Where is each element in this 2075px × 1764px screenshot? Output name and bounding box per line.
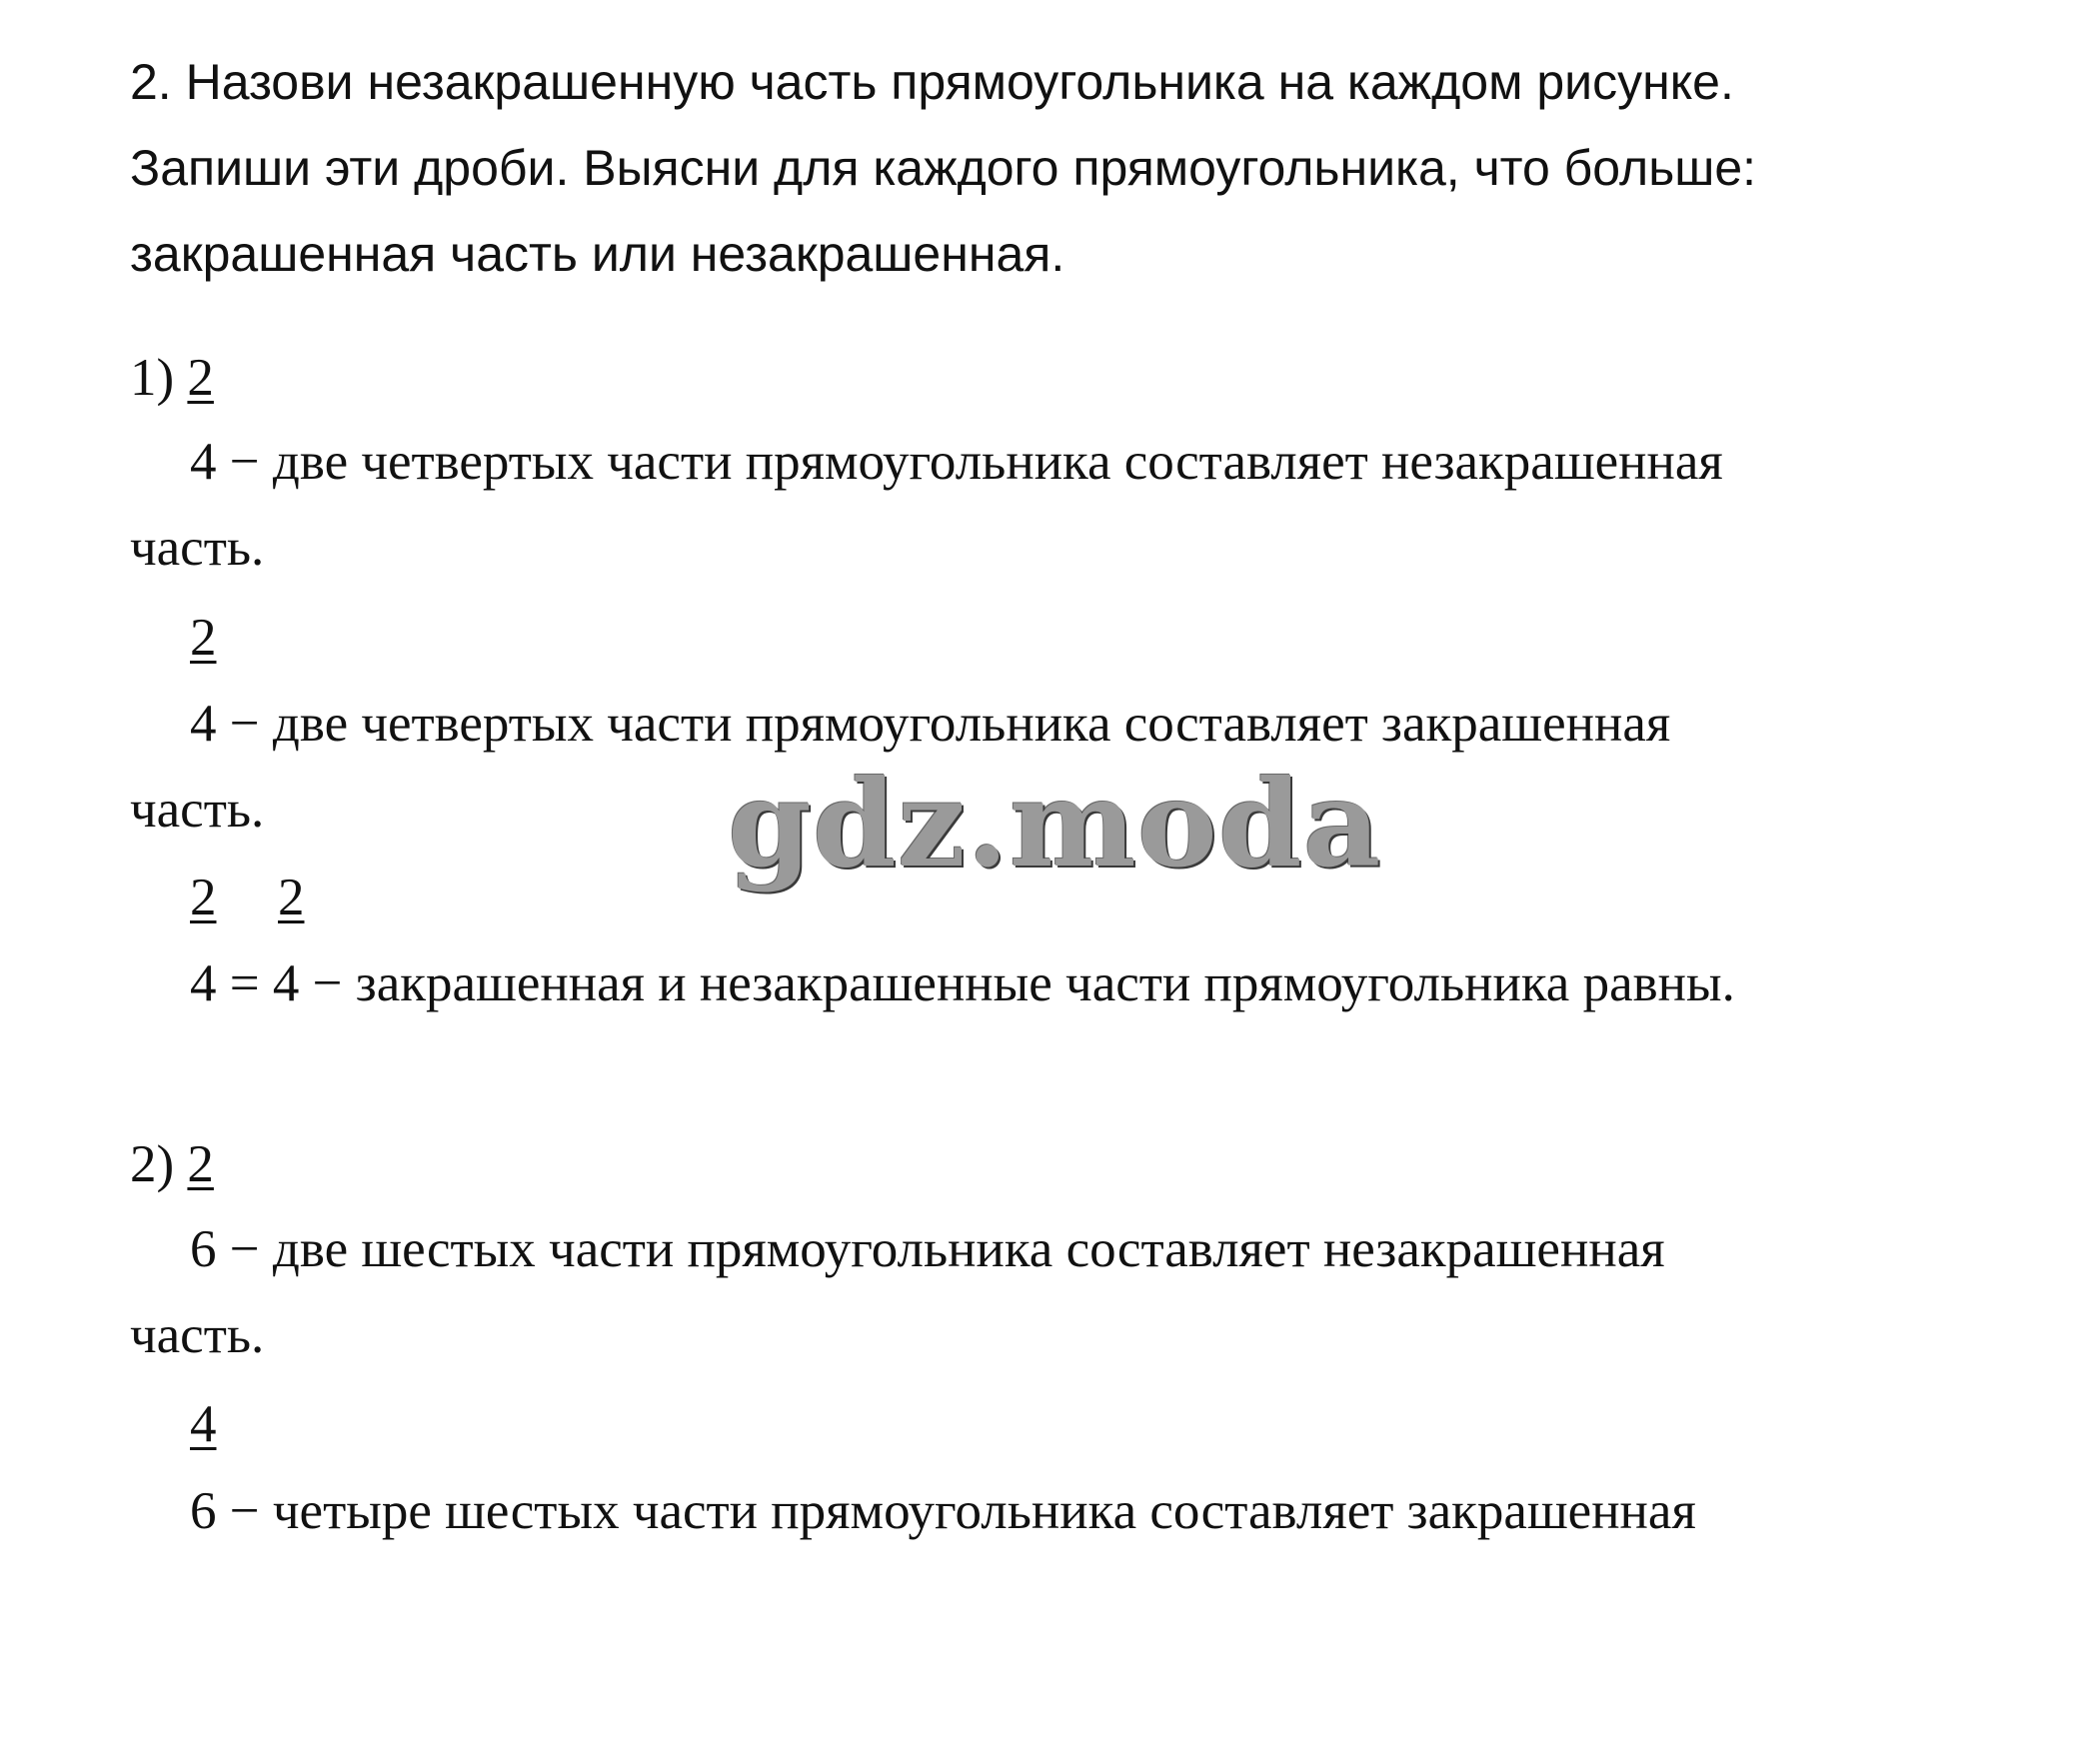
part2-fraction2-numerator: 4 [190, 1395, 217, 1453]
part1-fraction1-continuation: часть. [130, 519, 265, 577]
part1-compare-numerator-1: 2 [190, 869, 217, 926]
task-line-2: Запиши эти дроби. Выясни для каждого прямоугольника, что больше: [130, 140, 1757, 196]
part1-header [130, 348, 214, 408]
watermark-logo: gdz.moda [728, 754, 1382, 894]
part2-label: 2) [130, 1135, 175, 1193]
task-line-1: 2. Назови незакрашенную часть прямоугольника на каждом рисунке. [130, 54, 1734, 110]
part2-fraction2-text: 6 − четыре шестых части прямоугольника составляет закрашенная [190, 1482, 1696, 1540]
part1-compare-numerator-2: 2 [278, 869, 305, 926]
part1-compare-text: 4 = 4 − закрашенная и незакрашенные части прямоугольника равны. [190, 954, 1735, 1012]
part2-header [130, 1134, 214, 1194]
part1-fraction2-text: 4 − две четвертых части прямоугольника составляет закрашенная [190, 695, 1671, 753]
part1-label: 1) [130, 349, 175, 407]
part1-fraction1-numerator: 2 [187, 349, 214, 407]
part1-fraction1-text: 4 − две четвертых части прямоугольника составляет незакрашенная [190, 433, 1723, 491]
task-line-3: закрашенная часть или незакрашенная. [130, 226, 1065, 282]
part2-fraction1-continuation: часть. [130, 1306, 265, 1364]
part2-fraction1-numerator: 2 [187, 1135, 214, 1193]
part1-fraction2-continuation: часть. [130, 781, 265, 839]
part2-fraction1-text: 6 − две шестых части прямоугольника составляет незакрашенная [190, 1220, 1665, 1278]
part1-fraction2-numerator: 2 [190, 609, 217, 667]
